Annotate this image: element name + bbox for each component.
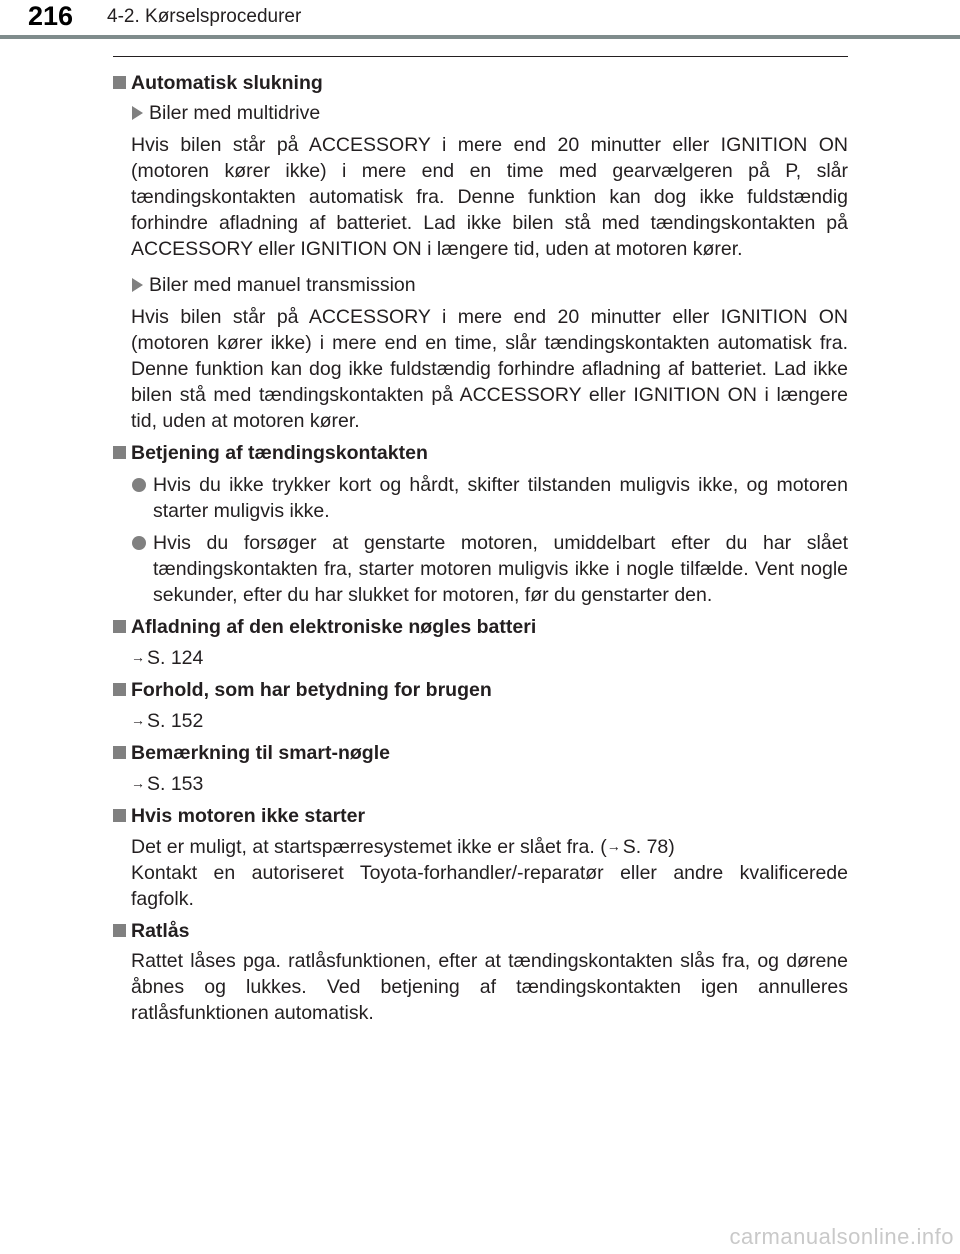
section-battery-title: Afladning af den elektroniske nøgles batteri bbox=[113, 614, 848, 640]
section-auto-off-title: Automatisk slukning bbox=[113, 70, 848, 96]
section-nostart-title: Hvis motoren ikke starter bbox=[113, 803, 848, 829]
square-bullet-icon bbox=[113, 809, 126, 822]
square-bullet-icon bbox=[113, 746, 126, 759]
triangle-bullet-icon bbox=[132, 278, 143, 292]
subsection-manual-title: Biler med manuel transmission bbox=[113, 272, 848, 298]
chapter-title: 4-2. Kørselsprocedurer bbox=[107, 6, 302, 27]
battery-page-ref[interactable]: → S. 124 bbox=[113, 644, 848, 671]
arrow-right-icon: → bbox=[131, 775, 145, 791]
nostart-line-2: Kontakt en autoriseret Toyota-forhandler/-reparatør eller andre kvalificerede fagfolk. bbox=[131, 862, 848, 910]
smartkey-page-ref[interactable]: → S. 153 bbox=[113, 770, 848, 797]
nostart-line-1: Det er muligt, at startspærresystemet ikke er slået fra. (→ S. 78) bbox=[113, 833, 848, 860]
section-conditions-title: Forhold, som har betydning for brugen bbox=[113, 677, 848, 703]
steering-lock-text: Rattet låses pga. ratlåsfunktionen, efter at tændingskontakten slås fra, og dørene åbnes og lukkes. Ved betjening af tændingskontakten igen annulleres ratlåsfunktionen automatisk. bbox=[131, 950, 848, 1024]
conditions-page-ref[interactable]: → S. 152 bbox=[113, 707, 848, 734]
page-number: 216 bbox=[28, 1, 74, 31]
square-bullet-icon bbox=[113, 620, 126, 633]
section-smartkey-title: Bemærkning til smart-nøgle bbox=[113, 740, 848, 766]
circle-bullet-icon bbox=[132, 536, 146, 550]
section-steering-lock-title: Ratlås bbox=[113, 918, 848, 944]
square-bullet-icon bbox=[113, 683, 126, 696]
arrow-right-icon: → bbox=[606, 838, 621, 854]
content bbox=[113, 64, 848, 1026]
watermark: carmanualsonline.info bbox=[729, 1224, 954, 1249]
multidrive-text: Hvis bilen står på ACCESSORY i mere end 20 minutter eller IGNITION ON (motoren kører ikke) i mere end en time med gearvælgeren på P, slår tændingskontakten automatisk fra. Denne funktion kan dog ikke fuldstændig forhindre afladning af batteriet. Lad ikke bilen stå med tændingskontakten på ACCESSORY eller IGNITION ON i længere tid, uden at motoren kører. bbox=[131, 134, 848, 260]
manual-text: Hvis bilen står på ACCESSORY i mere end 20 minutter eller IGNITION ON (motoren kører ikke) i mere end en time, slår tændingskontakten automatisk fra. Denne funktion kan dog ikke fuldstændig forhindre afladning af batteriet. Lad ikke bilen stå med tændingskontakten på ACCESSORY eller IGNITION ON i længere tid, uden at motoren kører. bbox=[131, 306, 848, 432]
triangle-bullet-icon bbox=[132, 106, 143, 120]
circle-bullet-icon bbox=[132, 478, 146, 492]
subsection-multidrive-title: Biler med multidrive bbox=[113, 100, 848, 126]
square-bullet-icon bbox=[113, 924, 126, 937]
arrow-right-icon: → bbox=[131, 649, 145, 665]
square-bullet-icon bbox=[113, 76, 126, 89]
operation-bullet-2: Hvis du forsøger at genstarte motoren, umiddelbart efter du har slået tændingskontakten fra, starter motoren muligvis ikke i nogle tilfælde. Vent nogle sekunder, efter du har slukket for motoren, før du genstarter den. bbox=[113, 530, 848, 608]
square-bullet-icon bbox=[113, 446, 126, 459]
nostart-page-ref[interactable]: S. 78 bbox=[622, 836, 669, 858]
header-rule bbox=[0, 35, 960, 39]
operation-bullet-1: Hvis du ikke trykker kort og hårdt, skifter tilstanden muligvis ikke, og motoren starter muligvis ikke. bbox=[113, 472, 848, 524]
section-operation-title: Betjening af tændingskontakten bbox=[113, 440, 848, 466]
arrow-right-icon: → bbox=[131, 712, 145, 728]
content-top-rule bbox=[113, 56, 848, 57]
